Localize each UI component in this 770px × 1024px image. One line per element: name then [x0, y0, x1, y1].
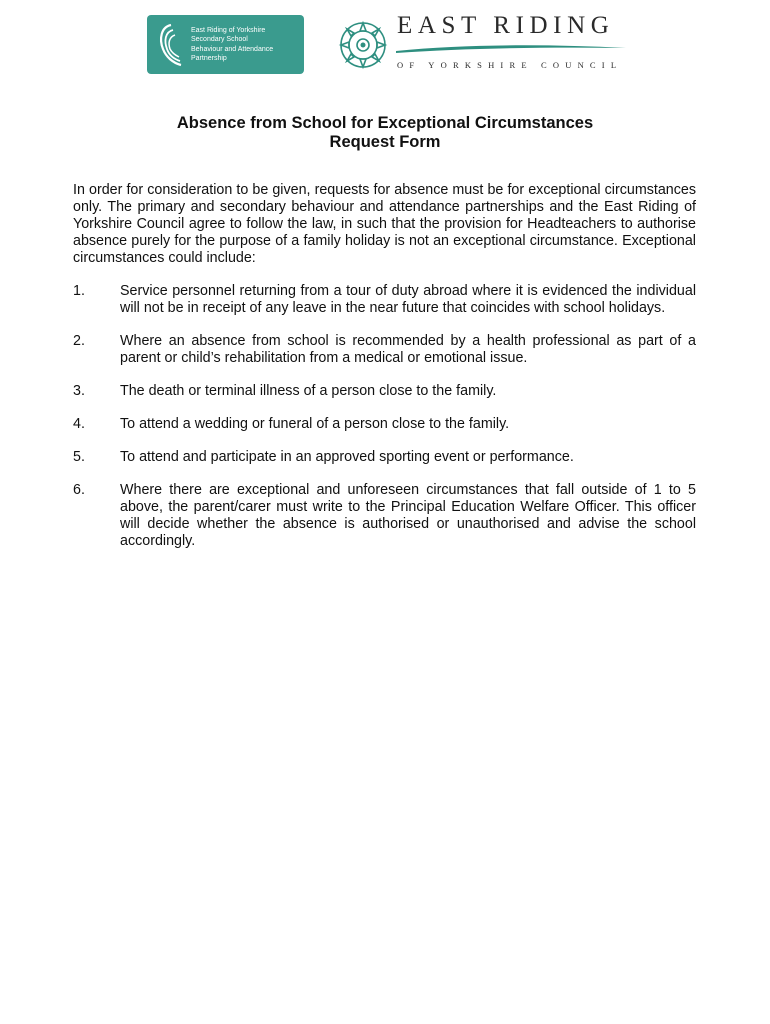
- list-item-text: The death or terminal illness of a person close to the family.: [120, 383, 497, 399]
- list-item-text: Where an absence from school is recommended by a health professional as part of a parent or child’s rehabilitation from a medical or emotional issue.: [120, 333, 696, 366]
- list-item-text: Service personnel returning from a tour of duty abroad where it is evidenced the individual will not be in receipt of any leave in the near future that coincides with school holidays.: [120, 283, 696, 316]
- circumstances-list: [73, 283, 696, 550]
- partnership-logo: [147, 15, 304, 74]
- list-item-text: Where there are exceptional and unforeseen circumstances that fall outside of 1 to 5 above, the parent/carer must write to the Principal Education Welfare Officer. This officer will decide whether the absence is authorised or unauthorised and advise the school accordingly.: [120, 482, 696, 549]
- council-swoosh: [396, 42, 626, 54]
- page-title: Absence from School for Exceptional Circumstances: [176, 114, 594, 132]
- list-item-number: 6.: [73, 482, 85, 498]
- partnership-swirl-icon: [155, 21, 187, 69]
- list-item-number: 3.: [73, 383, 85, 399]
- list-item: [73, 383, 696, 400]
- list-item-text: To attend a wedding or funeral of a person close to the family.: [120, 416, 510, 432]
- yorkshire-rose-icon: [337, 19, 389, 71]
- list-item: [73, 416, 696, 433]
- partnership-logo-line: Secondary School: [191, 36, 248, 43]
- council-name: EAST RIDING: [397, 12, 615, 39]
- list-item: [73, 283, 696, 317]
- partnership-logo-line: East Riding of Yorkshire: [191, 26, 266, 34]
- page-subtitle: Request Form: [329, 133, 441, 151]
- list-item-number: 5.: [73, 449, 85, 465]
- partnership-logo-line: Partnership: [191, 55, 227, 62]
- list-item: [73, 482, 696, 550]
- list-item-number: 1.: [73, 283, 85, 299]
- intro-paragraph: In order for consideration to be given, requests for absence must be for exceptional circumstances only. The primary and secondary behaviour and attendance partnerships and the East Riding of Yorkshire Council agree to follow the law, in such that the provision for Headteachers to authorise absence purely for the purpose of a family holiday is not an exceptional circumstance. Exceptional circumstances could include:: [73, 182, 696, 266]
- partnership-logo-line: Behaviour and Attendance: [191, 45, 274, 53]
- list-item: [73, 449, 696, 466]
- council-subtitle: OF YORKSHIRE COUNCIL: [397, 60, 623, 70]
- list-item-number: 2.: [73, 333, 85, 349]
- list-item-text: To attend and participate in an approved sporting event or performance.: [120, 449, 574, 465]
- list-item: [73, 333, 696, 367]
- list-item-number: 4.: [73, 416, 85, 432]
